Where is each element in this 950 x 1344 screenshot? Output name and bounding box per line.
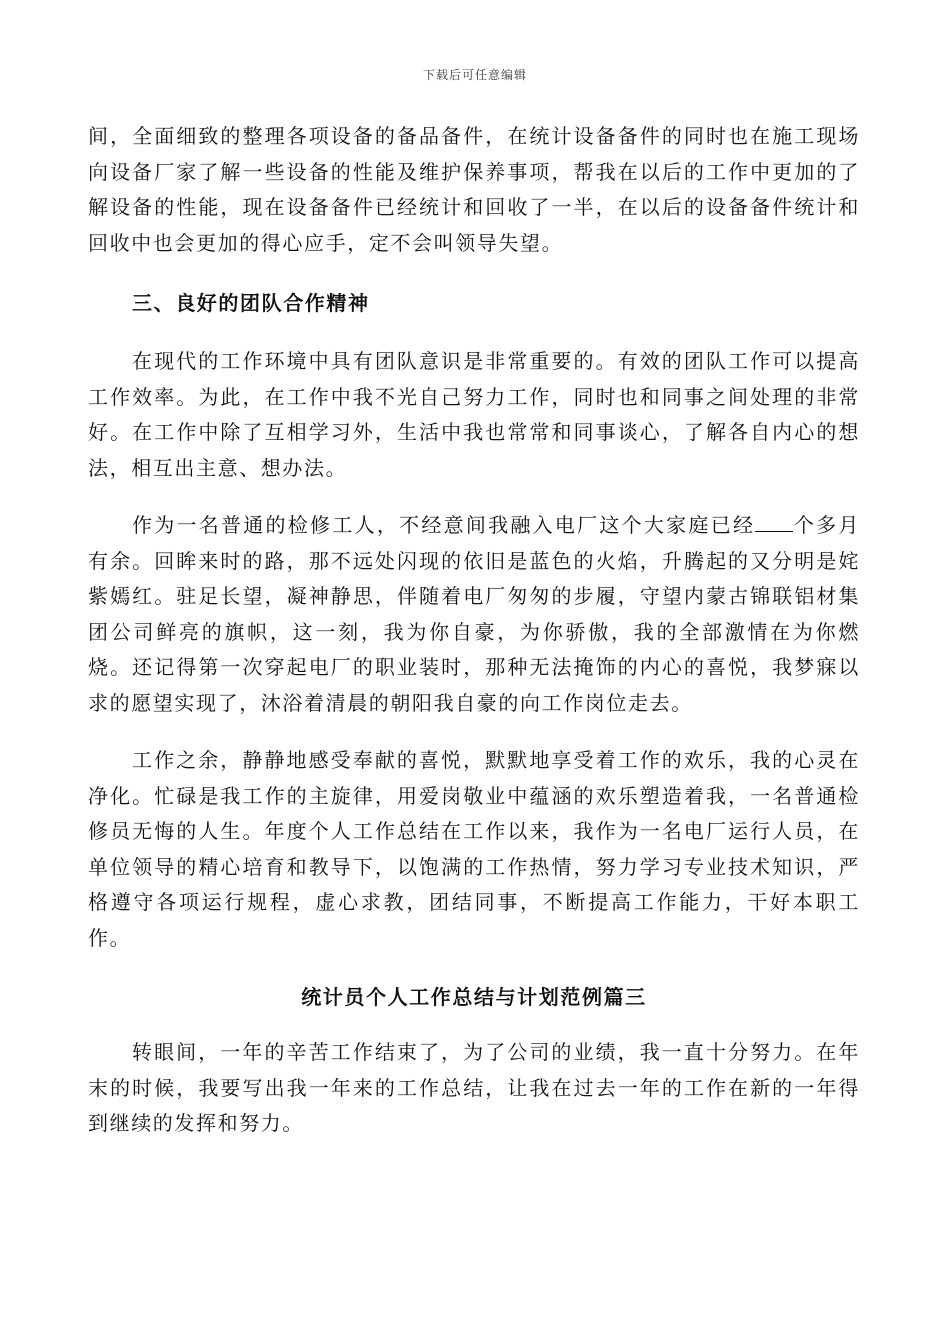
blank-underline — [755, 511, 793, 532]
paragraph-maintenance-worker — [88, 508, 860, 721]
paragraph-text-before-blank: 作为一名普通的检修工人，不经意间我融入电厂这个大家庭已经 — [132, 513, 756, 537]
paragraph-continuation: 间，全面细致的整理各项设备的备品备件，在统计设备备件的同时也在施工现场向设备厂家了解一些设备的性能及维护保养事项，帮我在以后的工作中更加的了解设备的性能，现在设备备件已经统计和回收了一半，在以后的设备备件统计和回收中也会更加的得心应手，定不会叫领导失望。 — [88, 124, 860, 255]
chapter-title: 统计员个人工作总结与计划范例篇三 — [301, 985, 647, 1009]
paragraph-year-end: 转眼间，一年的辛苦工作结束了，为了公司的业绩，我一直十分努力。在年末的时候，我要写出我一年来的工作总结，让我在过去一年的工作在新的一年得到继续的发挥和努力。 — [88, 1040, 860, 1135]
paragraph-after-work: 工作之余，静静地感受奉献的喜悦，默默地享受着工作的欢乐，我的心灵在净化。忙碌是我工作的主旋律，用爱岗敬业中蕴涵的欢乐塑造着我，一名普通检修员无悔的人生。年度个人工作总结在工作以来，我作为一名电厂运行人员，在单位领导的精心培育和教导下，以饱满的工作热情，努力学习专业技术知识，严格遵守各项运行规程，虚心求教，团结同事，不断提高工作能力，干好本职工作。 — [88, 748, 860, 950]
document-body — [88, 119, 860, 1142]
paragraph-teamwork: 在现代的工作环境中具有团队意识是非常重要的。有效的团队工作可以提高工作效率。为此，在工作中我不光自己努力工作，同时也和同事之间处理的非常好。在工作中除了互相学习外，生活中我也常常和同事谈心，了解各自内心的想法，相互出主意、想办法。 — [88, 349, 860, 480]
page-header: 下载后可任意编辑 — [422, 68, 527, 82]
section-heading: 三、良好的团队合作精神 — [132, 291, 370, 315]
paragraph-text-after-blank: 个多月有余。回眸来时的路，那不远处闪现的依旧是蓝色的火焰，升腾起的又分明是姹紫嫣红。驻足长望，凝神静思，伴随着电厂匆匆的步履，守望内蒙古锦联铝材集团公司鲜亮的旗帜，这一刻，我为你自豪，为你骄傲，我的全部激情在为你燃烧。还记得第一次穿起电厂的职业装时，那种无法掩饰的内心的喜悦，我梦寐以求的愿望实现了，沐浴着清晨的朝阳我自豪的向工作岗位走去。 — [88, 513, 860, 715]
